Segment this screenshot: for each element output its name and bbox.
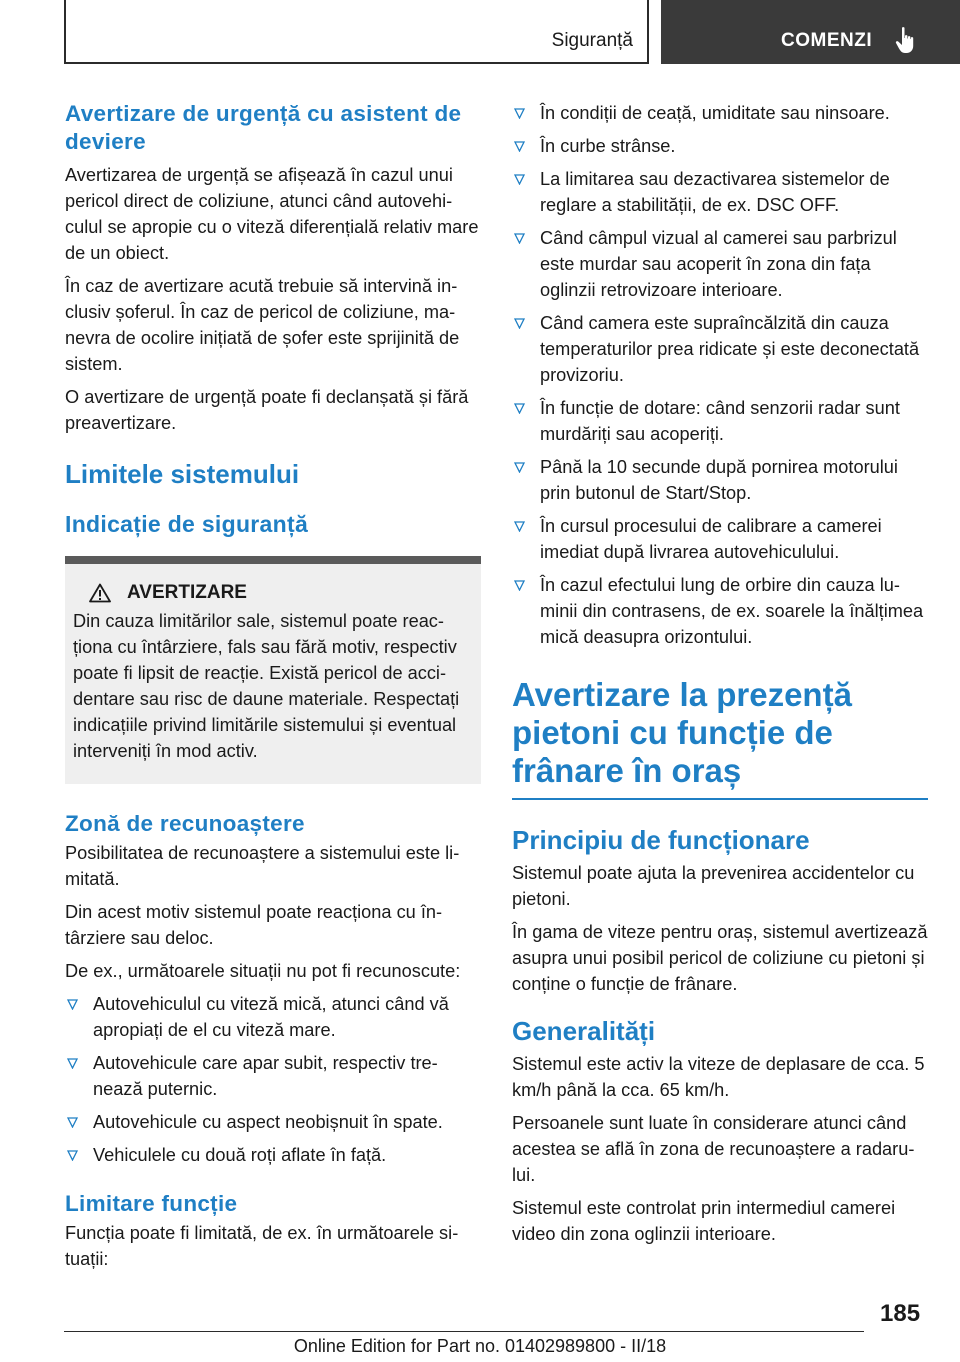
triangle-bullet-icon [514,141,525,152]
list-item: În condiții de ceață, umiditate sau ninsoare. [512,100,928,126]
list-item: Până la 10 secunde după pornirea motorului prin butonul de Start/Stop. [512,454,928,506]
left-column [65,100,481,1279]
warning-title-row [73,582,473,604]
paragraph: În caz de avertizare acută trebuie să intervină inclusiv șoferul. În caz de pericol de coliziune, manevra de ocolire inițiată de șofer este sprijinită de sistem. [65,276,460,374]
heading-general: Generalități [512,1016,656,1046]
header-section-tab [64,0,649,64]
header-section-title: Siguranță [551,30,633,51]
heading-emergency-warning: Avertizare de urgență cu asistent de deviere [65,101,462,154]
footer-divider [64,1331,864,1332]
header-chapter-title: COMENZI [781,30,873,51]
pedestrian-heading-block [512,676,928,800]
list-item: Când camera este supraîncălzită din cauza temperaturilor prea ridicate și este deconectată provizoriu. [512,310,928,388]
list-function-limits [512,100,928,650]
list-item: În cursul procesului de calibrare a camerei imediat după livrarea autovehiculului. [512,513,928,565]
triangle-bullet-icon [67,1117,78,1128]
paragraph: În gama de viteze pentru oraș, sistemul avertizează asupra unui posibil pericol de coliziune cu pietoni și conține o funcție de frânare. [512,922,928,994]
heading-system-limits: Limitele sistemului [65,459,300,489]
triangle-bullet-icon [514,403,525,414]
paragraph: De ex., următoarele situații nu pot fi recunoscute: [65,961,461,981]
triangle-bullet-icon [514,108,525,119]
list-item: În curbe strânse. [512,133,928,159]
hand-pointer-icon [895,26,917,54]
paragraph: Sistemul este controlat prin intermediul camerei video din zona oglinzii interioare. [512,1198,896,1244]
triangle-bullet-icon [67,1058,78,1069]
list-item: Autovehiculul cu viteză mică, atunci când vă apropiați de el cu viteză mare. [65,991,481,1043]
list-item: În funcție de dotare: când senzorii radar sunt murdăriți sau acoperiți. [512,395,928,447]
header-chapter-tab [661,0,960,64]
triangle-bullet-icon [67,1150,78,1161]
heading-safety-note: Indicație de siguranță [65,511,309,537]
list-unrecognized-situations [65,991,481,1168]
warning-text: Din cauza limitărilor sale, sistemul poate reacționa cu întârziere, fals sau fără motiv, respectiv poate fi lipsit de reacție. Există pericol de accidentare sau risc de daune materiale. Respectați indicațiile privind limitările sistemului și eventual interveniți în mod activ. [73,611,460,761]
triangle-bullet-icon [514,233,525,244]
warning-box [65,556,481,784]
heading-recognition-zone: Zonă de recunoaștere [65,811,305,836]
paragraph: Posibilitatea de recunoaștere a sistemului este limitată. [65,843,460,889]
footer-edition: Online Edition for Part no. 01402989800 - II/18 [293,1336,667,1356]
heading-function-limit: Limitare funcție [65,1191,238,1216]
paragraph: Persoanele sunt luate în considerare atunci când acestea se află în zona de recunoaștere a radarului. [512,1113,915,1185]
list-item: La limitarea sau dezactivarea sistemelor de reglare a stabilității, de ex. DSC OFF. [512,166,928,218]
triangle-bullet-icon [514,580,525,591]
warning-triangle-icon [89,583,111,603]
triangle-bullet-icon [67,999,78,1010]
warning-title: AVERTIZARE [127,582,247,603]
page-number: 185 [880,1300,921,1327]
triangle-bullet-icon [514,521,525,532]
list-item: În cazul efectului lung de orbire din cauza luminii din contrasens, de ex. soarele la înălțimea mică deasupra orizontului. [512,572,928,650]
list-item: Vehiculele cu două roți aflate în față. [65,1142,481,1168]
triangle-bullet-icon [514,174,525,185]
paragraph: Din acest motiv sistemul poate reacționa cu întârziere sau deloc. [65,902,443,948]
paragraph: O avertizare de urgență poate fi declanșată și fără preavertizare. [65,387,469,433]
triangle-bullet-icon [514,318,525,329]
list-item: Autovehicule care apar subit, respectiv trenează puternic. [65,1050,481,1102]
triangle-bullet-icon [514,462,525,473]
paragraph: Sistemul poate ajuta la prevenirea accidentelor cu pietoni. [512,863,915,909]
paragraph: Sistemul este activ la viteze de deplasare de cca. 5 km/h până la cca. 65 km/h. [512,1054,925,1100]
paragraph: Funcția poate fi limitată, de ex. în următoarele situații: [65,1223,459,1269]
list-item: Autovehicule cu aspect neobișnuit în spate. [65,1109,481,1135]
paragraph: Avertizarea de urgență se afișează în cazul unui pericol direct de coliziune, atunci când autovehiculul se apropie cu o viteză diferențială relativ mare de un obiect. [65,165,479,263]
heading-operating-principle: Principiu de funcționare [512,825,810,855]
right-column [512,100,928,1254]
list-item: Când câmpul vizual al camerei sau parbrizul este murdar sau acoperit în zona din fața oglinzii retrovizoare interioare. [512,225,928,303]
heading-pedestrian-warning: Avertizare la prezență pietoni cu funcție de frânare în oraș [512,676,852,789]
